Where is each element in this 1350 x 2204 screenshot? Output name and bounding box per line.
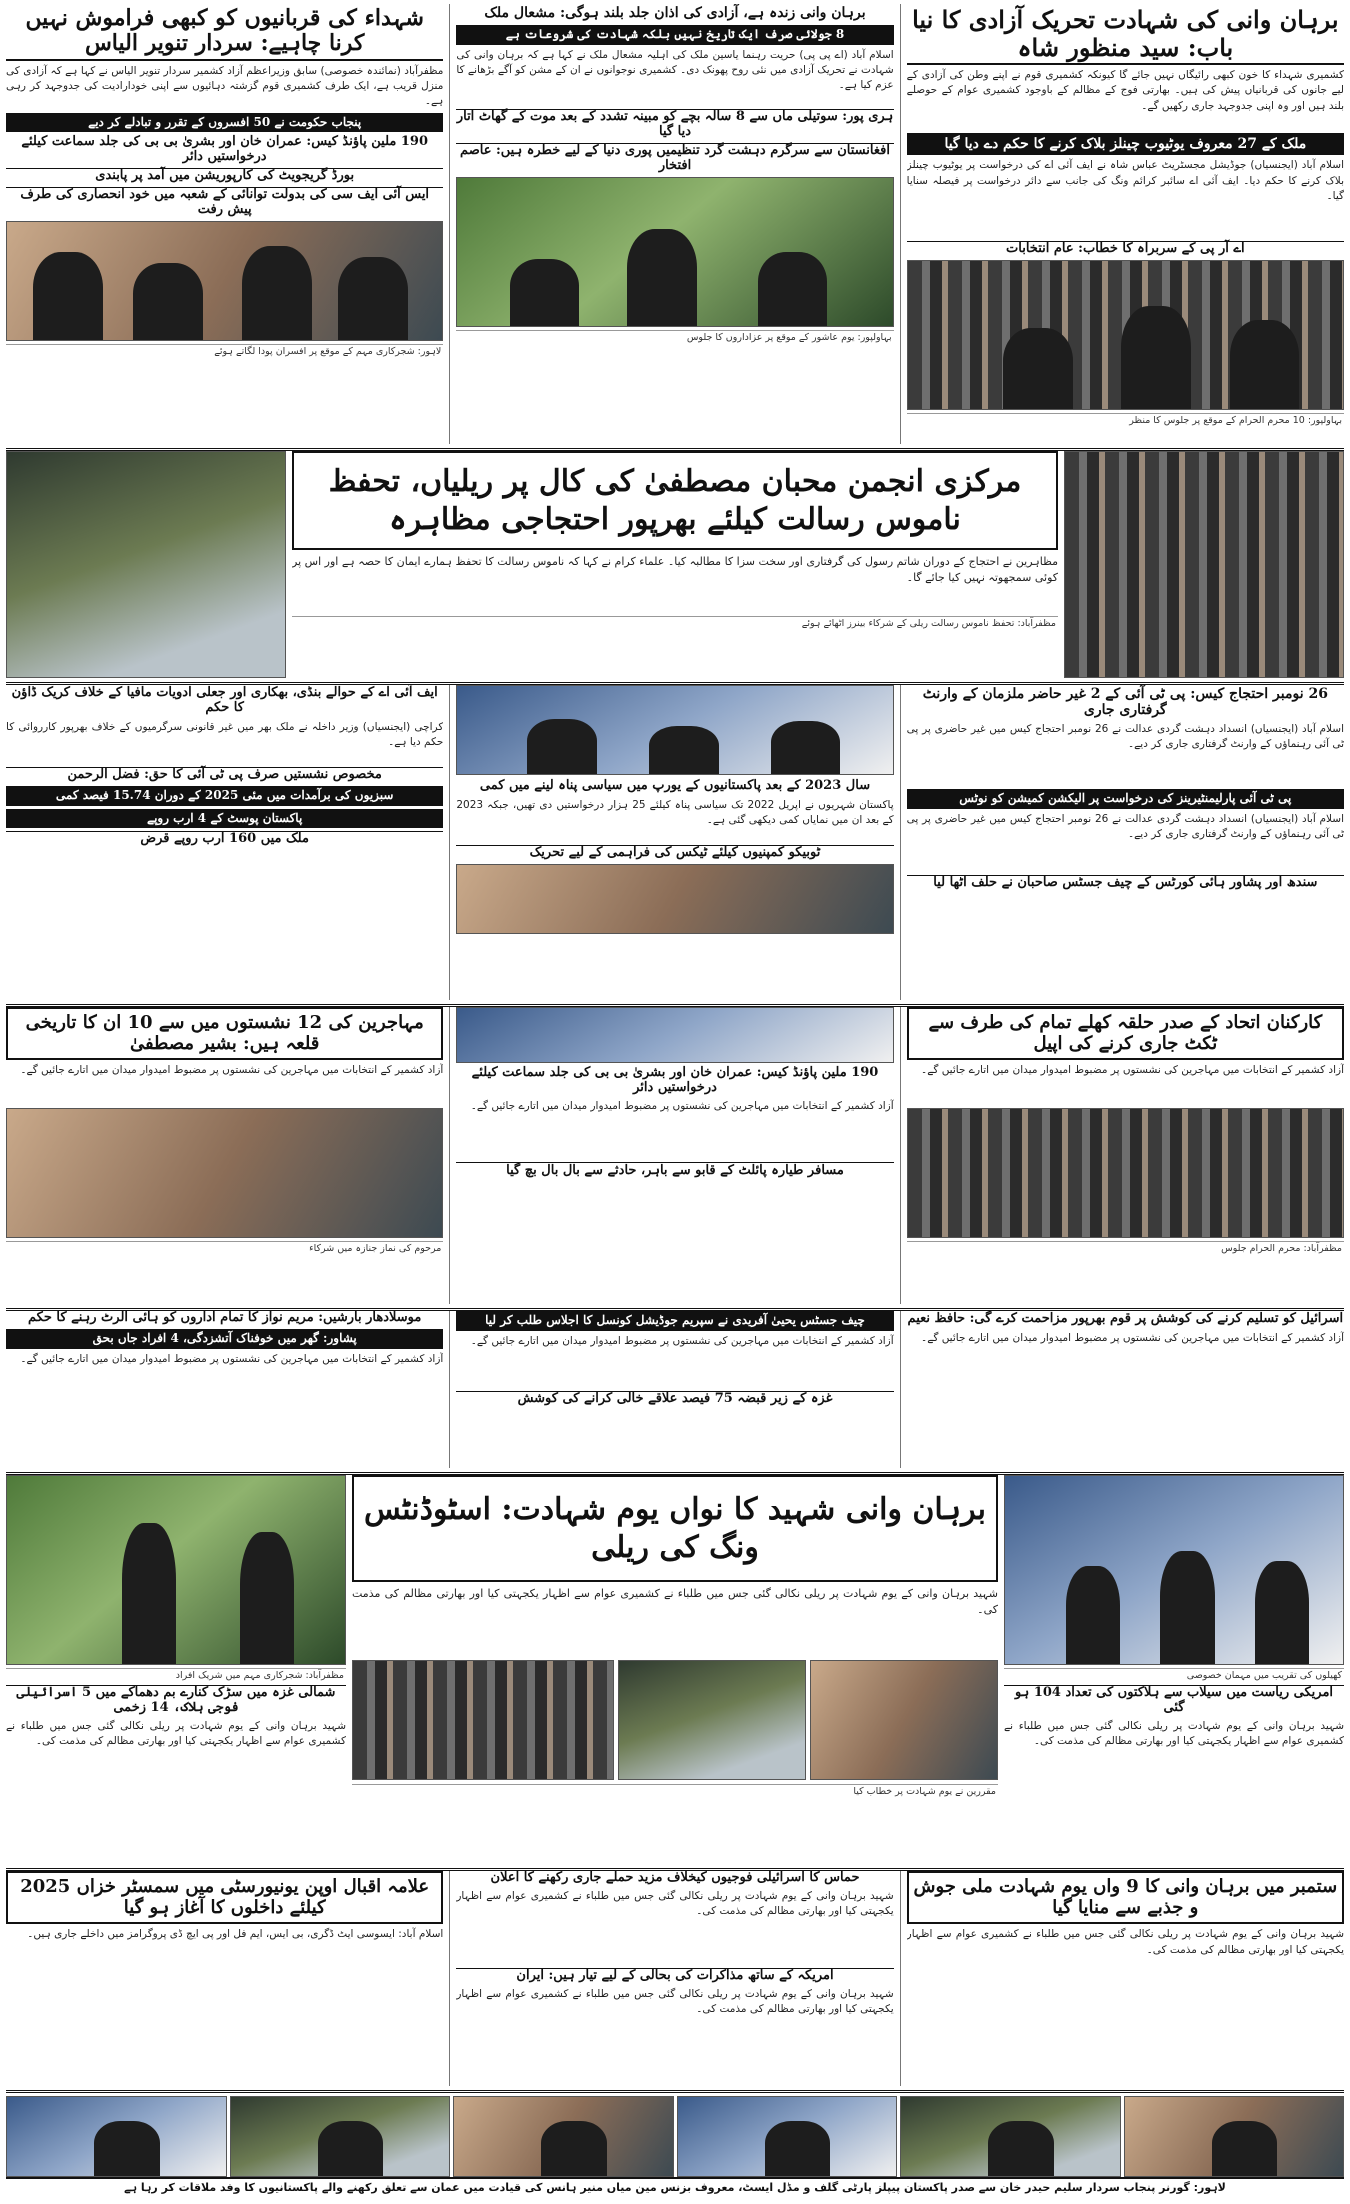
sub-headline: اے آر پی کے سربراہ کا خطاب: عام انتخابات: [907, 241, 1344, 257]
photo-mourners: [1064, 451, 1344, 678]
photo-caption: مظفرآباد: تحفظ ناموس رسالت ریلی کے شرکاء بینرز اٹھائے ہوئے: [292, 616, 1058, 630]
footer-caption: لاہور: گورنر پنجاب سردار سلیم حیدر خان سے صدر پاکستان پیپلز پارٹی گلف و مڈل ایسٹ، معروف بزنس مین میاں منیر ہانس کی قیادت میں عمان سے تعلق رکھنے والے پاکستانیوں کا وفد ملاقات کر رہا ہے: [6, 2177, 1344, 2196]
photo-caption: مرحوم کی نماز جنازہ میں شرکاء: [6, 1241, 443, 1255]
col-left: [6, 685, 443, 1000]
band-top: [6, 4, 1344, 444]
band-student-rally: [6, 1472, 1344, 1864]
col-left: [6, 1007, 443, 1304]
photo-portrait: [456, 1007, 893, 1063]
col-right: [907, 1311, 1344, 1468]
headline-hafiz-naeem: اسرائیل کو تسلیم کرنے کی کوشش پر قوم بھرپور مزاحمت کرے گی: حافظ نعیم: [907, 1311, 1344, 1326]
photo-governor-1: [1124, 2096, 1345, 2177]
headline-burhan-wani-rally: برہان وانی شہید کا نواں یوم شہادت: اسٹوڈنٹس ونگ کی ریلی: [352, 1475, 998, 1582]
photo-procession: [907, 1108, 1344, 1238]
photo-plantation: [6, 221, 443, 341]
article-body: مظاہرین نے احتجاج کے دوران شاتم رسول کی گرفتاری اور سخت سزا کا مطالبہ کیا۔ علماء کرام نے کہا کہ ناموس رسالت کا تحفظ ہمارے ایمان کا حصہ ہے اور اس پر کوئی سمجھوتہ نہیں کیا جائے گا۔: [292, 555, 1058, 584]
article-body: پاکستان شہریوں نے اپریل 2022 تک سیاسی پناہ کیلئے 25 ہزار درخواستیں دی تھیں، جبکہ 2023 کے بعد ان میں نمایاں کمی دیکھی گئی ہے۔: [456, 798, 894, 827]
col-left: [6, 4, 443, 444]
band-news-3: [6, 682, 1344, 1000]
headline-arrest-warrants: 26 نومبر احتجاج کیس: پی ٹی آئی کے 2 غیر حاضر ملزمان کے وارنٹ گرفتاری جاری: [922, 686, 1328, 719]
article-body: شہید برہان وانی کے یوم شہادت پر ریلی نکالی گئی جس میں طلباء نے کشمیری عوام سے اظہار یکجہتی کیا اور بھارتی مظالم کی مذمت کی۔: [906, 1928, 1344, 1956]
photo-funeral: [6, 1108, 443, 1238]
article-body: اسلام آباد (ایجنسیاں) انسداد دہشت گردی عدالت نے 26 نومبر احتجاج کیس میں غیر حاضری پر پی ٹی آئی رہنماؤں کے وارنٹ گرفتاری جاری کر دیے۔: [906, 812, 1344, 841]
headline-burhan-wani: برہان وانی کی شہادت تحریک آزادی کا نیا باب: سید منظور شاہ: [907, 4, 1344, 65]
article-body: کشمیری شہداء کا خون کبھی رائیگاں نہیں جائے گا کیونکہ کشمیری قوم نے اپنے وطن کی آزادی کے لیے جانوں کی قربانیاں پیش کی ہیں۔ بھارتی فوج کے مظالم کے باوجود کشمیری عوام کے حوصلے بلند ہیں اور وہ اپنی جدوجہد جاری رکھیں گے۔: [906, 69, 1344, 112]
article-body: شہید برہان وانی کے یوم شہادت پر ریلی نکالی گئی جس میں طلباء نے کشمیری عوام سے اظہار یکجہتی کیا اور بھارتی مظالم کی مذمت کی۔: [456, 1987, 894, 2016]
sub-headline: سندھ اور پشاور ہائی کورٹس کے چیف جسٹس صاحبان نے حلف اٹھا لیا: [907, 875, 1344, 891]
photo-caption: لاہور: شجرکاری مہم کے موقع پر افسران پودا لگاتے ہوئے: [6, 344, 443, 358]
col-right: [907, 1007, 1344, 1304]
col-middle: [456, 1007, 893, 1304]
headline-peshawar-fire: پشاور: گھر میں خوفناک آتشزدگی، 4 افراد جاں بحق: [6, 1329, 443, 1349]
band-news-5: [6, 1308, 1344, 1468]
headline-gaza-blast: شمالی غزہ میں سڑک کنارے بم دھماکے میں 5 اسرائیلی فوجی ہلاک، 14 زخمی: [6, 1685, 346, 1716]
headline-youtube-block: ملک کے 27 معروف یوٹیوب چینلز بلاک کرنے کا حکم دے دیا گیا: [907, 133, 1344, 155]
photo-governor-3: [677, 2096, 898, 2177]
photo-audience: [352, 1660, 614, 1780]
col-left: [6, 1871, 443, 2086]
headline-namoos-risalat: مرکزی انجمن محبان مصطفیٰ کی کال پر ریلیاں، تحفظ ناموس رسالت کیلئے بھرپور احتجاجی مظاہرہ: [292, 451, 1058, 550]
article-body: آزاد کشمیر کے انتخابات میں مہاجرین کی نشستوں پر مضبوط امیدوار میدان میں اتارے جائیں گے۔: [921, 1064, 1344, 1077]
headline-plane: مسافر طیارہ پائلٹ کے قابو سے باہر، حادثے سے بال بال بچ گیا: [456, 1162, 893, 1180]
sub-headline: پی ٹی آئی پارلیمنٹیرینز کی درخواست پر الیکشن کمیشن کو نوٹس: [907, 789, 1344, 809]
article-body: شہید برہان وانی کے یوم شہادت پر ریلی نکالی گئی جس میں طلباء نے کشمیری عوام سے اظہار یکجہتی کیا اور بھارتی مظالم کی مذمت کی۔: [456, 1889, 894, 1918]
article-body: شہید برہان وانی کے یوم شہادت پر ریلی نکالی گئی جس میں طلباء نے کشمیری عوام سے اظہار یکجہتی کیا اور بھارتی مظالم کی مذمت کی۔: [352, 1587, 998, 1616]
headline-tanveer-ilyas: شہداء کی قربانیوں کو کبھی فراموش نہیں کرنا چاہیے: سردار تنویر الیاس: [6, 4, 443, 61]
band-news-4: [6, 1004, 1344, 1304]
sub-headline: 190 ملین پاؤنڈ کیس: عمران خان اور بشریٰ بی بی کی جلد سماعت کیلئے درخواستیں دائر: [471, 1065, 879, 1095]
photo-caption: کھیلوں کی تقریب میں مہمان خصوصی: [1004, 1668, 1344, 1682]
headline-maryam-nawaz: موسلادھار بارشیں: مریم نواز کا تمام اداروں کو ہائی الرٹ رہنے کا حکم: [28, 1311, 422, 1325]
headline-asylum: سال 2023 کے بعد پاکستانیوں کے یورپ میں سیاسی پناہ لینے میں کمی: [479, 778, 871, 793]
photo-tree-planting: [6, 451, 286, 678]
headline-hamas: حماس کا اسرائیلی فوجیوں کیخلاف مزید حملے جاری رکھنے کا اعلان: [490, 1871, 860, 1885]
headline-muhajireen: مہاجرین کی 12 نشستوں میں سے 10 ان کا تاریخی قلعہ ہیں: بشیر مصطفیٰ: [6, 1007, 443, 1060]
sub-headline: ہری پور: سوتیلی ماں سے 8 سالہ بچے کو مبینہ تشدد کے بعد موت کے گھاٹ اتار دیا گیا: [456, 108, 894, 139]
photo-governor-6: [6, 2096, 227, 2177]
headline-fia-crackdown: ایف آئی اے کے حوالے بنڈی، بھکاری اور جعلی ادویات مافیا کے خلاف کریک ڈاؤن کا حکم: [11, 685, 438, 715]
headline-burhan-9th: ستمبر میں برہان وانی کا 9 واں یوم شہادت ملی جوش و جذبے سے منایا گیا: [907, 1871, 1344, 1924]
photo-protest: [456, 685, 893, 775]
band-news-7: [6, 1868, 1344, 2086]
article-body: مظفرآباد (نمائندہ خصوصی) سابق وزیراعظم آزاد کشمیر سردار تنویر الیاس نے کہا ہے کہ آزادی کی منزل قریب ہے، ایک طرف کشمیری قوم گزشتہ دہائیوں سے اپنی خودارادیت کی جدوجہد کر رہی ہے۔: [6, 64, 444, 108]
article-body: اسلام آباد (ایجنسیاں) انسداد دہشت گردی عدالت نے 26 نومبر احتجاج کیس میں غیر حاضری پر پی ٹی آئی رہنماؤں کے وارنٹ گرفتاری جاری کر دیے۔: [906, 723, 1344, 751]
photo-tree-plantation: [6, 1475, 346, 1665]
headline-vegetable-exports: سبزیوں کی برآمدات میں مئی 2025 کے دوران 15.74 فیصد کمی: [6, 786, 443, 806]
sub-headline: 190 ملین پاؤنڈ کیس: عمران خان اور بشریٰ بی بی کی جلد سماعت کیلئے درخواستیں دائر: [21, 134, 429, 165]
col-middle: [456, 685, 893, 1000]
article-body: آزاد کشمیر کے انتخابات میں مہاجرین کی نشستوں پر مضبوط امیدوار میدان میں اتارے جائیں گے۔: [921, 1331, 1344, 1344]
photo-ashura: [456, 177, 893, 327]
col-middle: [456, 4, 893, 444]
col-right: [907, 1871, 1344, 2086]
sub-headline: ٹوبیکو کمپنیوں کیلئے ٹیکس کی فراہمی کے لیے تحریک: [456, 845, 893, 861]
photo-meeting: [456, 864, 893, 934]
sub-headline: مخصوص نشستیں صرف پی ٹی آئی کا حق: فضل الرحمن: [6, 767, 443, 783]
article-body: اسلام آباد (ایجنسیاں) جوڈیشل مجسٹریٹ عباس شاہ نے ایف آئی اے کی درخواست پر یوٹیوب چینلز بلاک کرنے کا حکم دیا۔ ایف آئی اے سائبر کرائم ونگ کی جانب سے دائر درخواست پر فیصلہ سنایا گیا۔: [906, 159, 1344, 202]
article-body: آزاد کشمیر کے انتخابات میں مہاجرین کی نشستوں پر مضبوط امیدوار میدان میں اتارے جائیں گے۔: [20, 1352, 444, 1365]
article-body: آزاد کشمیر کے انتخابات میں مہاجرین کی نشستوں پر مضبوط امیدوار میدان میں اتارے جائیں گے۔: [470, 1099, 894, 1112]
headline-karkunan: کارکنان اتحاد کے صدر حلقہ کھلے تمام کی طرف سے ٹکٹ جاری کرنے کی اپیل: [907, 1007, 1344, 1060]
headline-judicial-council: چیف جسٹس یحییٰ آفریدی نے سپریم جوڈیشل کونسل کا اجلاس طلب کر لیا: [456, 1311, 893, 1331]
article-body: کراچی (ایجنسیاں) وزیر داخلہ نے ملک بھر میں غیر قانونی سرگرمیوں کے خلاف بھرپور کارروائی کا حکم دیا ہے۔: [6, 720, 444, 749]
photo-procession: [907, 260, 1344, 410]
sub-headline: غزہ کے زیر قبضہ 75 فیصد علاقے خالی کرانے کی کوشش: [456, 1391, 893, 1407]
col-left: [6, 1311, 443, 1468]
headline-pakistan-post: پاکستان پوسٹ کے 4 ارب روپے: [6, 809, 443, 829]
photo-caption: بہاولپور: یوم عاشور کے موقع پر عزاداروں کا جلوس: [456, 330, 893, 344]
col-middle: [456, 1871, 893, 2086]
photo-governor-4: [453, 2096, 674, 2177]
col-middle: [456, 1311, 893, 1468]
sub-headline: ملک میں 160 ارب روپے قرض: [6, 831, 443, 847]
photo-speaker-2: [618, 1660, 806, 1780]
article-body: آزاد کشمیر کے انتخابات میں مہاجرین کی نشستوں پر مضبوط امیدوار میدان میں اتارے جائیں گے۔: [20, 1064, 444, 1077]
photo-speaker-1: [810, 1660, 998, 1780]
photo-governor-5: [230, 2096, 451, 2177]
band-namoos-risalat: [6, 448, 1344, 678]
headline-punjab-transfers: پنجاب حکومت نے 50 افسروں کے تقرر و تبادلے کر دیے: [6, 113, 443, 133]
photo-governor-2: [900, 2096, 1121, 2177]
photo-caption: بہاولپور: 10 محرم الحرام کے موقع پر جلوس کا منظر: [907, 413, 1344, 427]
photo-press-conference: [1004, 1475, 1344, 1665]
footer-photo-strip: [6, 2090, 1344, 2200]
article-body: اسلام آباد (اے پی پی) حریت رہنما یاسین ملک کی اہلیہ مشعال ملک نے کہا ہے کہ برہان وانی کی شہادت نے تحریک آزادی میں نئی روح پھونک دی۔ کشمیری نوجوانوں نے ان کے مشن کو آگے بڑھانے کا عزم کیا ہے۔: [456, 48, 894, 92]
kicker: 8 جولائی صرف ایک تاریخ نہیں بلکہ شہادت کی شروعات ہے: [456, 25, 893, 45]
sub-headline: افغانستان سے سرگرم دہشت گرد تنظیمیں پوری دنیا کے لیے خطرہ ہیں: عاصم افتخار: [456, 143, 893, 174]
photo-caption: مقررین نے یوم شہادت پر خطاب کیا: [352, 1784, 998, 1798]
col-right: [907, 4, 1344, 444]
sub-headline: بورڈ گریجویٹ کی کارپوریشن میں آمد پر پابندی: [6, 168, 443, 184]
headline-aiou-admissions: علامہ اقبال اوپن یونیورسٹی میں سمسٹر خزاں 2025 کیلئے داخلوں کا آغاز ہو گیا: [6, 1871, 443, 1924]
headline-us-flood: امریکی ریاست میں سیلاب سے ہلاکتوں کی تعداد 104 ہو گئی: [1004, 1685, 1344, 1716]
col-right: [907, 685, 1344, 1000]
article-body: شہید برہان وانی کے یوم شہادت پر ریلی نکالی گئی جس میں طلباء نے کشمیری عوام سے اظہار یکجہتی کیا اور بھارتی مظالم کی مذمت کی۔: [1004, 1719, 1344, 1748]
headline-mishal-malik: برہان وانی زندہ ہے، آزادی کی اذان جلد بلند ہوگی: مشعال ملک: [484, 5, 866, 21]
article-body: آزاد کشمیر کے انتخابات میں مہاجرین کی نشستوں پر مضبوط امیدوار میدان میں اتارے جائیں گے۔: [470, 1334, 894, 1347]
headline-iran: امریکہ کے ساتھ مذاکرات کی بحالی کے لیے تیار ہیں: ایران: [456, 1968, 893, 1984]
article-body: اسلام آباد: ایسوسی ایٹ ڈگری، بی ایس، ایم فل اور پی ایچ ڈی پروگرامز میں داخلے جاری ہیں۔: [27, 1928, 444, 1941]
photo-caption: مظفرآباد: شجرکاری مہم میں شریک افراد: [6, 1668, 346, 1682]
article-body: شہید برہان وانی کے یوم شہادت پر ریلی نکالی گئی جس میں طلباء نے کشمیری عوام سے اظہار یکجہتی کیا اور بھارتی مظالم کی مذمت کی۔: [6, 1719, 346, 1748]
sub-headline: ایس آئی ایف سی کی بدولت توانائی کے شعبہ میں خود انحصاری کی طرف پیش رفت: [6, 187, 443, 218]
photo-caption: مظفرآباد: محرم الحرام جلوس: [907, 1241, 1344, 1255]
